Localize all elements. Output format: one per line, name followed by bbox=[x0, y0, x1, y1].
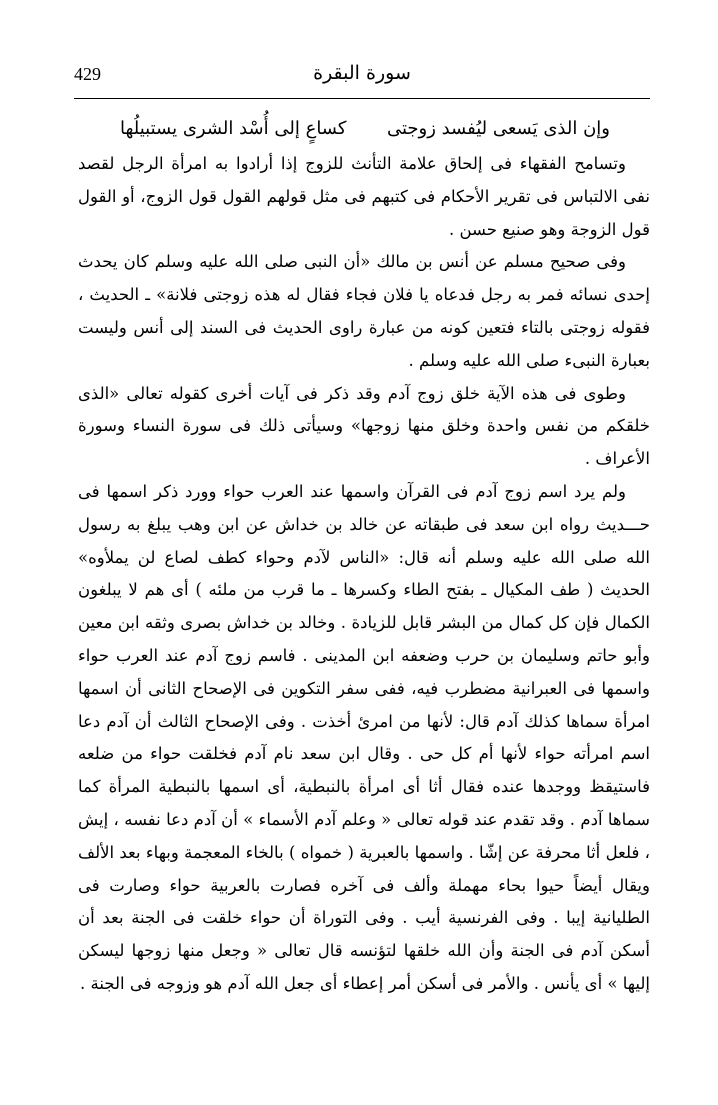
header-rule bbox=[74, 98, 650, 99]
paragraph: ولم يرد اسم زوج آدم فى القرآن واسمها عند العرب حواء وورد ذكر اسمها فى حـــديث رواه ابن سعد فى طبقاته عن خالد بن خداش عن ابن وهب يبلغ به رسول الله صلى الله عليه وسلم أنه قال: «الناس لآدم وحواء كطف لصاع لن يملأوه» الحديث ( طف المكيال ـ بفتح الطاء وكسرها ـ ما قرب من ملئه ) أى هم لا يبلغون الكمال فإن كل كمال من البشر قابل للزيادة . وخالد بن خداش بصرى وثقه ابن معين وأبو حاتم وسليمان بن حرب وضعفه ابن المدينى . فاسم زوج آدم عند العرب حواء واسمها فى العبرانية مضطرب فيه، ففى سفر التكوين فى الإصحاح الثانى أن اسمها امرأة سماها كذلك آدم قال: لأنها من امرئ أخذت . وفى الإصحاح الثالث أن آدم دعا اسم امرأته حواء لأنها أم كل حى . وقال ابن سعد نام آدم فخلقت حواء من ضلعه فاستيقظ ووجدها عنده فقال أثا أى امرأة بالنبطية، أى اسمها بالنبطية المرأة كما سماها آدم . وقد تقدم عند قوله تعالى « وعلم آدم الأسماء » أن آدم دعا نفسه ، إيش ، فلعل أثا محرفة عن إشّا . واسمها بالعبرية ( خمواه ) بالخاء المعجمة وبهاء بعد الألف ويقال أيضاً حيوا بحاء مهملة وألف فى آخره فصارت بالعربية حواء وصارت فى الطليانية إيبا . وفى الفرنسية أيب . وفى التوراة أن حواء خلقت فى الجنة بعد أن أسكن آدم فى الجنة وأن الله خلقها لتؤنسه قال تعالى « وجعل منها زوجها ليسكن إليها » أى يأنس . والأمر فى أسكن أمر إعطاء أى جعل الله آدم هو وزوجه فى الجنة . bbox=[78, 481, 650, 993]
running-header bbox=[74, 62, 650, 92]
surah-title: سورة البقرة bbox=[313, 62, 411, 84]
poetry-verse bbox=[120, 118, 610, 152]
verse-hemistich-second: كساعٍ إلى أُسْد الشرى يستبيلُها bbox=[120, 118, 347, 139]
paragraph: وفى صحيح مسلم عن أنس بن مالك «أن النبى صلى الله عليه وسلم كان يحدث إحدى نسائه فمر به رجل فدعاه يا فلان فجاء فقال له هذه زوجتى فلانة» ـ الحديث ، فقوله زوجتى بالتاء فتعين كونه من عبارة راوى الحديث فى السند إلى أنس وليست بعبارة النبىء صلى الله عليه وسلم . bbox=[78, 252, 650, 370]
paragraph: وطوى فى هذه الآية خلق زوج آدم وقد ذكر فى آيات أخرى كقوله تعالى «الذى خلقكم من نفس واحدة وخلق منها زوجها» وسيأتى ذلك فى سورة النساء وسورة الأعراف . bbox=[78, 383, 650, 469]
paragraph: وتسامح الفقهاء فى إلحاق علامة التأنث للزوج إذا أرادوا به امرأة الرجل لقصد نفى الالتباس فى تقرير الأحكام فى كتبهم فى مثل قولهم القول قول الزوج، أو القول قول الزوجة وهو صنيع حسن . bbox=[78, 154, 650, 239]
verse-hemistich-first: وإن الذى يَسعى ليُفسد زوجتى bbox=[386, 118, 610, 139]
page-number: 429 bbox=[74, 64, 101, 84]
body-text bbox=[78, 148, 650, 1001]
